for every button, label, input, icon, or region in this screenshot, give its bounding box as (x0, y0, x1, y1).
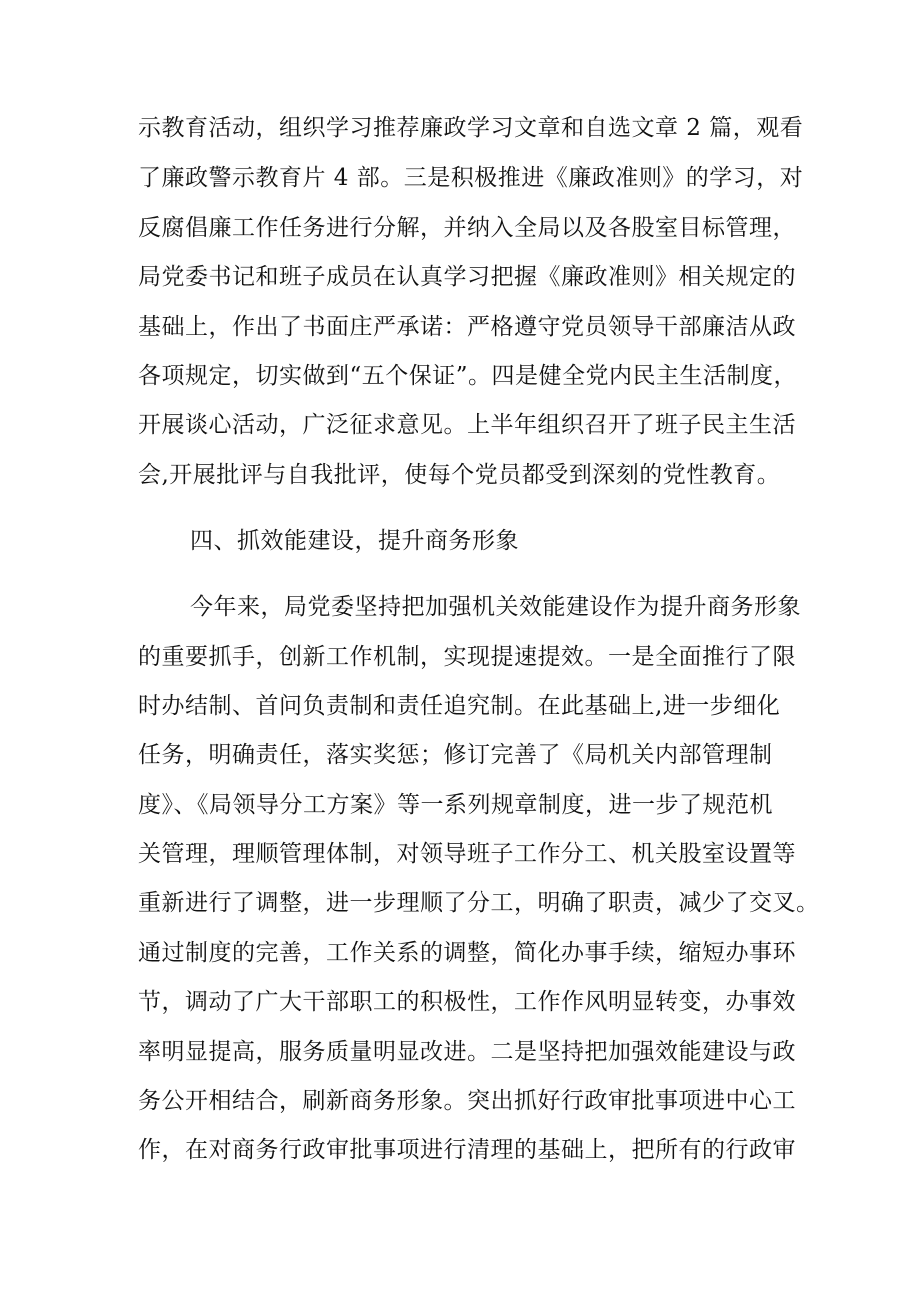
text-line: 时办结制、首问负责制和责任追究制。在此基础上,进一步细化 (138, 693, 781, 719)
text-line: 局党委书记和班子成员在认真学习把握《廉政准则》相关规定的 (138, 264, 796, 290)
text-line: 基础上，作出了书面庄严承诺：严格遵守党员领导干部廉洁从政 (138, 314, 796, 340)
text-line: 今年来，局党委坚持把加强机关效能建设作为提升商务形象 (190, 594, 801, 620)
text-line: 的重要抓手，创新工作机制，实现提速提效。一是全面推行了限 (138, 644, 796, 670)
text-line: 率明显提高，服务质量明显改进。二是坚持把加强效能建设与政 (138, 1039, 796, 1065)
section-heading: 四、抓效能建设，提升商务形象 (190, 528, 519, 554)
text-line: 了廉政警示教育片 4 部。三是积极推进《廉政准则》的学习，对 (138, 165, 804, 191)
text-line: 关管理，理顺管理体制，对领导班子工作分工、机关股室设置等 (138, 841, 796, 867)
text-line: 各项规定，切实做到“五个保证”。四是健全党内民主生活制度， (138, 363, 798, 389)
text-line: 通过制度的完善，工作关系的调整，简化办事手续，缩短办事环 (138, 940, 796, 966)
text-line: 度》、《局领导分工方案》等一系列规章制度，进一步了规范机 (138, 792, 773, 818)
text-line: 示教育活动，组织学习推荐廉政学习文章和自选文章 2 篇，观看 (138, 115, 804, 141)
text-line: 作，在对商务行政审批事项进行清理的基础上，把所有的行政审 (138, 1137, 796, 1163)
text-line: 反腐倡廉工作任务进行分解，并纳入全局以及各股室目标管理， (138, 215, 796, 241)
text-line: 节，调动了广大干部职工的积极性，工作作风明显转变，办事效 (138, 989, 796, 1015)
text-line: 任务，明确责任，落实奖惩；修订完善了《局机关内部管理制 (138, 742, 773, 768)
text-line: 会,开展批评与自我批评，使每个党员都受到深刻的党性教育。 (138, 462, 781, 488)
text-line: 开展谈心活动，广泛征求意见。上半年组织召开了班子民主生活 (138, 412, 796, 438)
text-line: 重新进行了调整，进一步理顺了分工，明确了职责，减少了交叉。 (138, 890, 820, 916)
text-line: 务公开相结合，刷新商务形象。突出抓好行政审批事项进中心工 (138, 1088, 796, 1114)
